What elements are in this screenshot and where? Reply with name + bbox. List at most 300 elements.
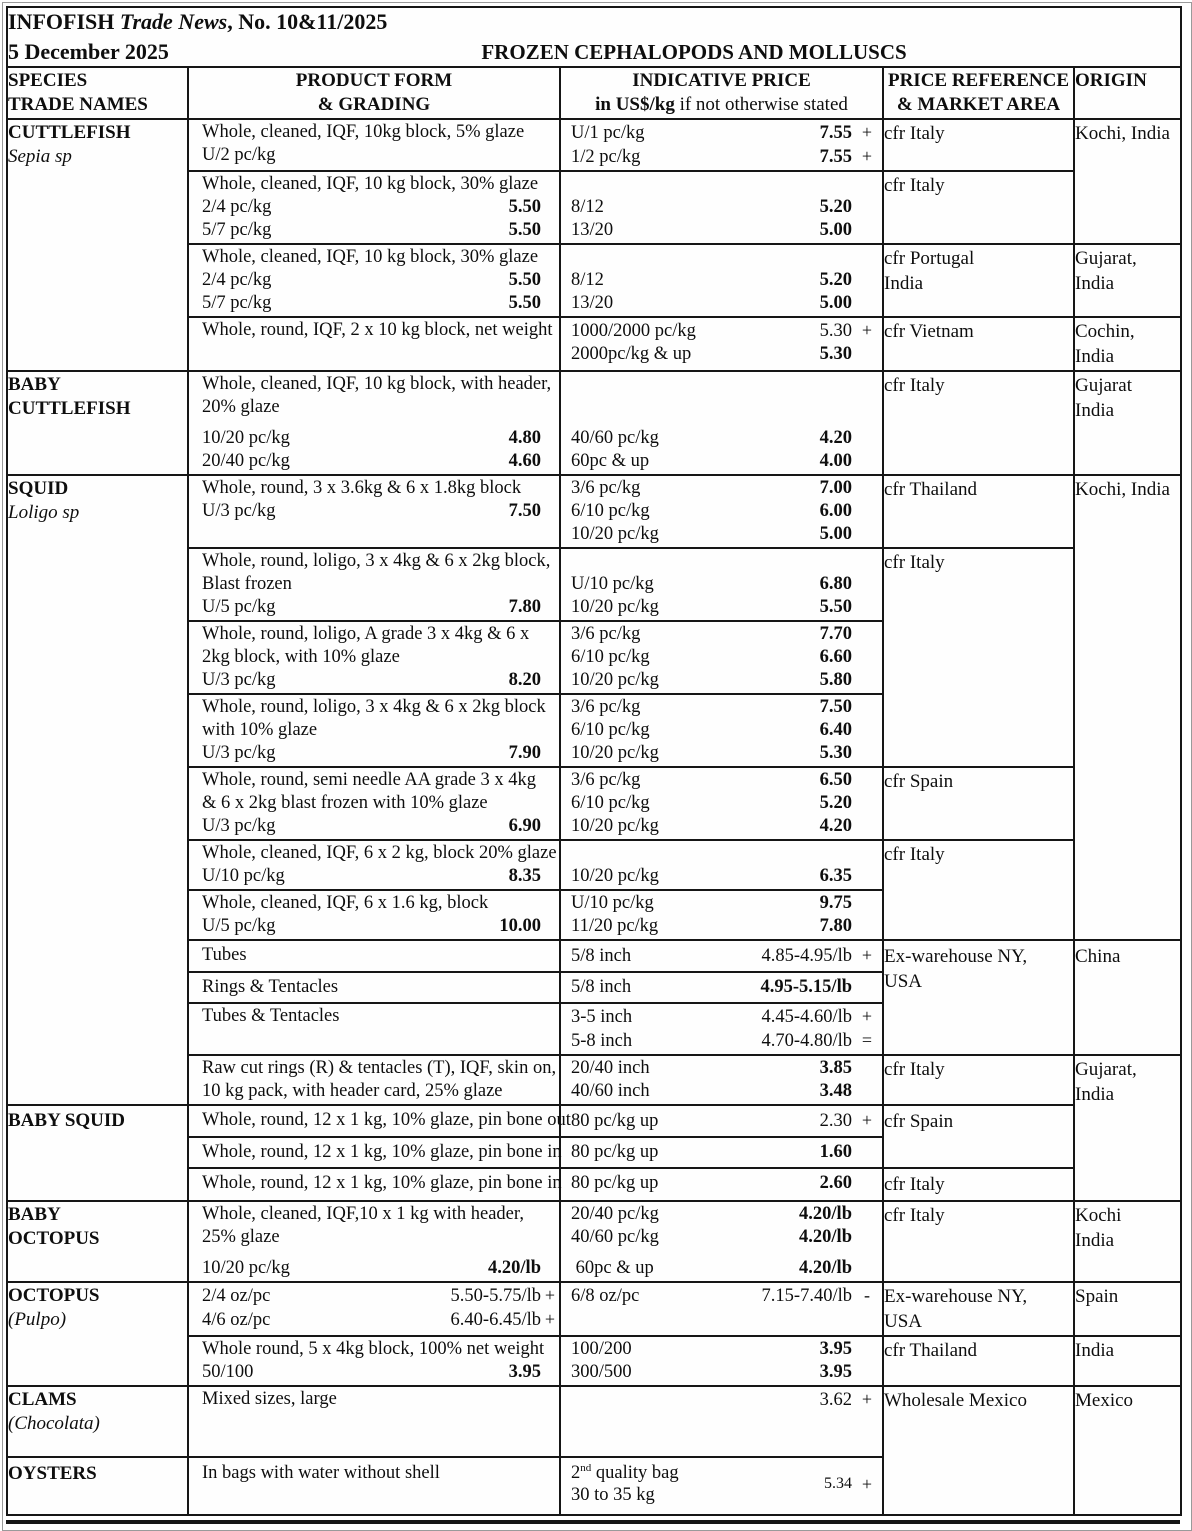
price-line bbox=[561, 477, 882, 500]
species-cell bbox=[7, 119, 188, 371]
indicative-price-cell bbox=[560, 1168, 883, 1201]
price-value: 5.00 bbox=[819, 293, 852, 313]
origin-text: China bbox=[1075, 946, 1121, 967]
species-cell bbox=[7, 1201, 188, 1282]
origin-text: India bbox=[1075, 1084, 1115, 1105]
price-reference-cell bbox=[883, 767, 1074, 840]
species-cell bbox=[7, 1386, 188, 1457]
price-line bbox=[561, 1141, 882, 1164]
species-name: OCTOPUS bbox=[8, 1285, 100, 1306]
size-grade-label: 10/20 pc/kg bbox=[202, 428, 290, 448]
price-value: 5.80 bbox=[819, 670, 852, 690]
size-grade-label: 80 pc/kg up bbox=[571, 1173, 659, 1193]
size-grade-label bbox=[561, 842, 576, 865]
price-value: 5.00 bbox=[819, 524, 852, 544]
size-grade-label: 5/8 inch bbox=[571, 946, 632, 966]
price-line bbox=[561, 976, 882, 999]
size-grade-label: 2/4 pc/kg bbox=[202, 270, 272, 290]
origin-cell bbox=[1074, 940, 1181, 1055]
price-table-body bbox=[7, 119, 1181, 1515]
price-value: 4.20 bbox=[819, 816, 852, 836]
size-grade-label: 60pc & up bbox=[571, 1258, 654, 1278]
origin-text: Spain bbox=[1075, 1286, 1119, 1307]
product-form-cell bbox=[188, 1336, 560, 1386]
price-value: 6.90 bbox=[508, 816, 541, 836]
indicative-price-cell bbox=[560, 475, 883, 548]
product-line bbox=[189, 246, 559, 269]
size-grade-label bbox=[561, 1389, 576, 1412]
size-grade-label: 10/20 pc/kg bbox=[571, 597, 659, 617]
price-line bbox=[561, 865, 882, 888]
indicative-price-cell bbox=[560, 1282, 883, 1336]
price-line bbox=[561, 1109, 882, 1133]
price-value: 7.80 bbox=[508, 597, 541, 617]
price-trend-sign: + bbox=[861, 1473, 873, 1494]
origin-text: Cochin, bbox=[1075, 321, 1135, 342]
species-latin-name: Loligo sp bbox=[8, 502, 80, 523]
size-grade-label: Whole, cleaned, IQF, 10 kg block, 30% glaze bbox=[202, 247, 539, 267]
price-reference-cell bbox=[883, 940, 1074, 1055]
size-grade-label: 2/4 pc/kg bbox=[202, 197, 272, 217]
price-value: 6.40 bbox=[819, 720, 852, 740]
product-form-cell bbox=[188, 1105, 571, 1137]
size-grade-label: 2000pc/kg & up bbox=[571, 344, 692, 364]
product-line bbox=[189, 144, 559, 167]
price-reference-text: cfr Portugal bbox=[884, 248, 975, 269]
price-line bbox=[561, 1388, 882, 1412]
product-form-cell bbox=[188, 767, 560, 840]
product-form-cell bbox=[188, 1137, 560, 1168]
indicative-price-cell bbox=[560, 548, 883, 621]
price-reference-cell bbox=[883, 171, 1074, 244]
size-grade-label: 6/10 pc/kg bbox=[571, 793, 650, 813]
price-value: 6.40-6.45/lb bbox=[450, 1310, 541, 1330]
price-reference-cell bbox=[883, 119, 1074, 171]
price-trend-sign: + bbox=[861, 320, 873, 340]
price-trend-sign: = bbox=[861, 1030, 873, 1050]
price-value: 4.20 bbox=[819, 428, 852, 448]
price-reference-text: India bbox=[884, 273, 924, 294]
price-line bbox=[561, 573, 882, 596]
column-header-product: PRODUCT FORM & GRADING bbox=[188, 67, 560, 119]
price-value: 4.20/lb bbox=[799, 1204, 852, 1224]
price-line bbox=[561, 373, 882, 396]
size-grade-label: U/1 pc/kg bbox=[571, 123, 645, 143]
table-row bbox=[7, 1105, 1181, 1137]
size-grade-label: Raw cut rings (R) & tentacles (T), IQF, skin on, bbox=[202, 1058, 557, 1078]
product-form-cell bbox=[188, 972, 560, 1003]
size-grade-label: Tubes bbox=[202, 945, 247, 965]
size-grade-label: 10/20 pc/kg bbox=[571, 670, 659, 690]
product-line bbox=[189, 196, 559, 219]
species-name: CLAMS bbox=[8, 1389, 77, 1410]
price-value: 6.00 bbox=[819, 501, 852, 521]
product-form-cell bbox=[188, 940, 560, 972]
product-line bbox=[189, 173, 559, 196]
product-line bbox=[189, 450, 559, 473]
product-form-cell bbox=[188, 840, 560, 890]
oyster-grade-line1 bbox=[571, 1462, 679, 1484]
journal-title-suffix: , No. 10&11/2025 bbox=[227, 9, 388, 34]
oyster-grade-ordinal: nd bbox=[580, 1461, 592, 1474]
price-value: 6.50 bbox=[819, 770, 852, 790]
price-reference-text: cfr Spain bbox=[884, 771, 954, 792]
product-line bbox=[189, 742, 559, 765]
price-line bbox=[561, 769, 882, 792]
size-grade-label: 10 kg pack, with header card, 25% glaze bbox=[202, 1081, 503, 1101]
price-value: 5.30 bbox=[819, 344, 852, 364]
product-line bbox=[189, 792, 559, 815]
size-grade-label: U/3 pc/kg bbox=[202, 670, 276, 690]
size-grade-label: 3-5 inch bbox=[571, 1007, 633, 1027]
price-reference-cell bbox=[883, 1105, 1074, 1168]
indicative-price-cell bbox=[560, 621, 883, 694]
size-grade-label: 10/20 pc/kg bbox=[202, 1258, 290, 1278]
product-form-cell bbox=[188, 1282, 560, 1336]
species-cell bbox=[7, 1282, 188, 1386]
price-value: 7.00 bbox=[819, 478, 852, 498]
indicative-price-cell bbox=[560, 1336, 883, 1386]
product-line bbox=[189, 1141, 562, 1164]
price-reference-cell bbox=[883, 548, 1074, 767]
size-grade-label: 20/40 inch bbox=[571, 1058, 650, 1078]
table-row bbox=[7, 1282, 1181, 1336]
size-grade-label: Rings & Tentacles bbox=[202, 977, 339, 997]
price-value: 6.35 bbox=[819, 866, 852, 886]
product-line bbox=[189, 1005, 559, 1028]
price-value: 3.85 bbox=[819, 1058, 852, 1078]
product-line bbox=[189, 1284, 559, 1308]
size-grade-label: Whole, cleaned, IQF,10 x 1 kg with header, bbox=[202, 1204, 524, 1224]
price-value: 7.90 bbox=[508, 743, 541, 763]
size-grade-label: Whole, round, loligo, A grade 3 x 4kg & 6 x bbox=[202, 624, 530, 644]
price-value: 5.00 bbox=[819, 220, 852, 240]
price-value: 3.95 bbox=[508, 1362, 541, 1382]
journal-title-prefix: INFOFISH bbox=[8, 9, 120, 34]
product-line bbox=[189, 477, 559, 500]
product-form-cell bbox=[188, 1055, 560, 1105]
product-line bbox=[189, 915, 559, 938]
product-form-cell bbox=[188, 244, 560, 317]
origin-text: Kochi, India bbox=[1075, 479, 1170, 500]
size-grade-label: Whole, round, 12 x 1 kg, 10% glaze, pin bone in bbox=[202, 1173, 562, 1193]
size-grade-label: Whole, round, loligo, 3 x 4kg & 6 x 2kg block bbox=[202, 697, 546, 717]
price-line bbox=[561, 219, 882, 242]
species-name: BABY bbox=[8, 374, 61, 395]
price-reference-text: cfr Vietnam bbox=[884, 321, 974, 342]
size-grade-label: 80 pc/kg up bbox=[571, 1142, 659, 1162]
price-value: 4.20/lb bbox=[799, 1227, 852, 1247]
size-grade-label bbox=[561, 550, 576, 573]
price-line bbox=[561, 269, 882, 292]
product-form-cell bbox=[188, 1003, 560, 1055]
product-form-cell bbox=[188, 548, 560, 621]
oyster-price bbox=[561, 1462, 882, 1506]
price-value: 4.00 bbox=[819, 451, 852, 471]
size-grade-label: 11/20 pc/kg bbox=[571, 916, 659, 936]
price-trend-sign: + bbox=[861, 1006, 873, 1026]
price-trend-sign: + bbox=[861, 146, 873, 166]
product-form-cell bbox=[188, 694, 560, 767]
size-grade-label: Whole, cleaned, IQF, 10 kg block, with header, bbox=[202, 374, 552, 394]
origin-text: India bbox=[1075, 400, 1115, 421]
size-grade-label: 40/60 inch bbox=[571, 1081, 650, 1101]
price-line bbox=[561, 915, 882, 938]
product-line bbox=[189, 892, 559, 915]
bottom-rule bbox=[6, 1520, 1180, 1524]
origin-text: India bbox=[1075, 1340, 1115, 1361]
species-latin-name: Sepia sp bbox=[8, 146, 72, 167]
price-value: 4.85-4.95/lb bbox=[761, 946, 852, 966]
price-value: 7.55 bbox=[819, 123, 852, 143]
size-grade-label: 2kg block, with 10% glaze bbox=[202, 647, 400, 667]
indicative-price-cell bbox=[560, 972, 883, 1003]
size-grade-label: U/3 pc/kg bbox=[202, 743, 276, 763]
column-header-reference: PRICE REFERENCE & MARKET AREA bbox=[883, 67, 1074, 119]
size-grade-label: Whole round, 5 x 4kg block, 100% net weight bbox=[202, 1339, 545, 1359]
size-grade-label: 40/60 pc/kg bbox=[571, 1227, 659, 1247]
size-grade-label: U/3 pc/kg bbox=[202, 501, 276, 521]
size-grade-label: Whole, round, 12 x 1 kg, 10% glaze, pin bone out bbox=[202, 1110, 571, 1130]
price-line bbox=[561, 246, 882, 269]
price-value: 4.20/lb bbox=[488, 1258, 541, 1278]
size-grade-label: Whole, round, 12 x 1 kg, 10% glaze, pin bone in bbox=[202, 1142, 562, 1162]
size-grade-label: Whole, cleaned, IQF, 6 x 1.6 kg, block bbox=[202, 893, 489, 913]
price-reference-cell bbox=[883, 317, 1074, 371]
price-line bbox=[561, 343, 882, 366]
price-line bbox=[561, 719, 882, 742]
price-value: 5.50 bbox=[508, 197, 541, 217]
size-grade-label: 300/500 bbox=[571, 1362, 632, 1382]
price-trend-sign: + bbox=[861, 1110, 873, 1130]
product-line bbox=[189, 1172, 562, 1195]
product-line bbox=[189, 696, 559, 719]
origin-text: India bbox=[1075, 346, 1115, 367]
price-value: 7.50 bbox=[508, 501, 541, 521]
price-line bbox=[561, 1005, 882, 1029]
price-line bbox=[561, 396, 882, 419]
size-grade-label: U/10 pc/kg bbox=[571, 893, 654, 913]
price-trend-sign: - bbox=[864, 1285, 870, 1305]
origin-text: India bbox=[1075, 1230, 1115, 1251]
origin-text: Gujarat, bbox=[1075, 1059, 1137, 1080]
price-line bbox=[561, 842, 882, 865]
price-line bbox=[561, 1284, 882, 1308]
size-grade-label: & 6 x 2kg blast frozen with 10% glaze bbox=[202, 793, 488, 813]
price-line bbox=[561, 1257, 882, 1280]
price-value: 2.60 bbox=[819, 1173, 852, 1193]
product-line bbox=[189, 550, 559, 573]
price-value: 3.95 bbox=[819, 1362, 852, 1382]
species-cell bbox=[7, 1457, 188, 1515]
price-reference-text: cfr Italy bbox=[884, 844, 945, 865]
price-value: 8.20 bbox=[508, 670, 541, 690]
size-grade-label: U/3 pc/kg bbox=[202, 816, 276, 836]
price-value: 7.55 bbox=[819, 147, 852, 167]
price-value: 5.20 bbox=[819, 793, 852, 813]
price-line bbox=[561, 550, 882, 573]
table-row bbox=[7, 119, 1181, 171]
document-title: FROZEN CEPHALOPODS AND MOLLUSCS bbox=[481, 40, 907, 64]
size-grade-label: 6/10 pc/kg bbox=[571, 647, 650, 667]
size-grade-label: 1000/2000 pc/kg bbox=[571, 321, 696, 341]
origin-cell bbox=[1074, 1201, 1181, 1282]
origin-text: Gujarat bbox=[1075, 375, 1132, 396]
price-value: 1.60 bbox=[819, 1142, 852, 1162]
size-grade-label: Blast frozen bbox=[202, 574, 292, 594]
price-value: 4.60 bbox=[508, 451, 541, 471]
price-reference-text: cfr Italy bbox=[884, 1174, 945, 1195]
product-line bbox=[189, 596, 559, 619]
size-grade-label: In bags with water without shell bbox=[202, 1463, 440, 1483]
indicative-price-cell bbox=[560, 317, 883, 371]
price-reference-cell bbox=[883, 475, 1074, 548]
size-grade-label: 5/7 pc/kg bbox=[202, 220, 272, 240]
price-reference-text: cfr Italy bbox=[884, 123, 945, 144]
price-line bbox=[561, 892, 882, 915]
product-line bbox=[189, 121, 559, 144]
size-grade-label: 20/40 pc/kg bbox=[571, 1204, 659, 1224]
price-line bbox=[561, 173, 882, 196]
table-row bbox=[7, 1201, 1181, 1282]
product-form-cell bbox=[188, 1457, 560, 1515]
price-value: 5.20 bbox=[819, 197, 852, 217]
species-cell bbox=[7, 1105, 188, 1201]
price-value: 5.50 bbox=[508, 220, 541, 240]
size-grade-label: 3/6 pc/kg bbox=[571, 697, 641, 717]
size-grade-label bbox=[561, 373, 576, 396]
size-grade-label: Whole, round, 3 x 3.6kg & 6 x 1.8kg block bbox=[202, 478, 522, 498]
column-header-row bbox=[7, 67, 1181, 119]
product-line bbox=[189, 769, 559, 792]
product-line bbox=[189, 1226, 559, 1249]
size-grade-label: 40/60 pc/kg bbox=[571, 428, 659, 448]
size-grade-label: U/10 pc/kg bbox=[202, 866, 285, 886]
size-grade-label: 100/200 bbox=[571, 1339, 632, 1359]
price-value: 4.45-4.60/lb bbox=[761, 1007, 852, 1027]
product-line bbox=[189, 842, 559, 865]
price-reference-text: cfr Italy bbox=[884, 552, 945, 573]
price-value: 4.70-4.80/lb bbox=[761, 1031, 852, 1051]
size-grade-label: 10/20 pc/kg bbox=[571, 866, 659, 886]
price-line bbox=[561, 1203, 882, 1226]
price-reference-cell bbox=[883, 840, 1074, 940]
price-value: 10.00 bbox=[499, 916, 541, 936]
size-grade-label: 13/20 bbox=[571, 220, 614, 240]
price-line bbox=[561, 292, 882, 315]
size-grade-label: Whole, cleaned, IQF, 10 kg block, 30% glaze bbox=[202, 174, 539, 194]
price-trend-sign: + bbox=[861, 122, 873, 142]
price-value: 3.48 bbox=[819, 1081, 852, 1101]
price-line bbox=[561, 196, 882, 219]
oyster-grade bbox=[561, 1462, 679, 1506]
species-cell bbox=[7, 475, 188, 1105]
price-value: 5.30 bbox=[819, 743, 852, 763]
title-band-row bbox=[7, 7, 1181, 67]
page-frame bbox=[2, 2, 1192, 1531]
price-value: 5.50 bbox=[508, 270, 541, 290]
product-line bbox=[189, 719, 559, 742]
size-grade-label: 4/6 oz/pc bbox=[202, 1310, 271, 1330]
species-name: BABY SQUID bbox=[8, 1110, 126, 1131]
price-value: 5.50-5.75/lb bbox=[450, 1286, 541, 1306]
product-form-cell bbox=[188, 317, 560, 371]
size-grade-label: Whole, round, IQF, 2 x 10 kg block, net weight bbox=[202, 320, 553, 340]
indicative-price-cell bbox=[560, 767, 883, 840]
indicative-price-cell bbox=[560, 1201, 883, 1282]
size-grade-label: Whole, round, semi needle AA grade 3 x 4kg bbox=[202, 770, 536, 790]
price-value: 9.75 bbox=[819, 893, 852, 913]
price-reference-cell bbox=[883, 244, 1074, 317]
product-line bbox=[189, 292, 559, 315]
size-grade-label: 60pc & up bbox=[571, 451, 650, 471]
product-line bbox=[189, 1109, 571, 1132]
indicative-price-cell bbox=[560, 119, 883, 171]
origin-cell bbox=[1074, 475, 1181, 940]
price-value: 4.95-5.15/lb bbox=[760, 977, 852, 997]
price-line bbox=[561, 121, 882, 145]
price-line bbox=[561, 742, 882, 765]
size-grade-label: 2/4 oz/pc bbox=[202, 1286, 271, 1306]
indicative-price-cell bbox=[560, 1386, 883, 1457]
column-header-price: INDICATIVE PRICE in US$/kg if not otherwise stated bbox=[560, 67, 883, 119]
product-form-cell bbox=[188, 1168, 560, 1201]
size-grade-label: 10/20 pc/kg bbox=[571, 743, 659, 763]
size-grade-label bbox=[561, 173, 576, 196]
size-grade-label: 20/40 pc/kg bbox=[202, 451, 290, 471]
indicative-price-cell bbox=[560, 171, 883, 244]
price-value: 5.50 bbox=[819, 597, 852, 617]
species-latin-name: (Pulpo) bbox=[8, 1309, 67, 1330]
size-grade-label: U/5 pc/kg bbox=[202, 597, 276, 617]
price-line bbox=[561, 1338, 882, 1361]
size-grade-label: 6/10 pc/kg bbox=[571, 720, 650, 740]
product-form-cell bbox=[188, 119, 560, 171]
indicative-price-cell bbox=[560, 1137, 883, 1168]
price-value: 7.50 bbox=[819, 697, 852, 717]
product-line bbox=[189, 1080, 559, 1103]
price-reference-text: USA bbox=[884, 1311, 923, 1332]
price-value: 3.62 bbox=[819, 1390, 852, 1410]
origin-text: Mexico bbox=[1075, 1390, 1134, 1411]
price-line bbox=[561, 523, 882, 546]
product-form-cell bbox=[188, 621, 560, 694]
price-line bbox=[561, 944, 882, 968]
size-grade-label: Mixed sizes, large bbox=[202, 1389, 337, 1409]
product-form-cell bbox=[188, 371, 560, 475]
price-reference-text: cfr Thailand bbox=[884, 1340, 978, 1361]
product-line bbox=[189, 500, 559, 523]
price-line bbox=[561, 1057, 882, 1080]
origin-cell bbox=[1074, 1336, 1181, 1386]
size-grade-label: 8/12 bbox=[571, 197, 604, 217]
size-grade-label: 1/2 pc/kg bbox=[571, 147, 641, 167]
product-line bbox=[189, 373, 559, 396]
column-header-origin: ORIGIN bbox=[1074, 67, 1181, 119]
price-reference-text: cfr Italy bbox=[884, 1205, 945, 1226]
size-grade-label: 8/12 bbox=[571, 270, 604, 290]
price-reference-text: Wholesale Mexico bbox=[884, 1390, 1027, 1411]
price-line bbox=[561, 145, 882, 169]
indicative-price-cell bbox=[560, 1457, 883, 1515]
product-line bbox=[189, 623, 559, 646]
price-line bbox=[561, 646, 882, 669]
table-row bbox=[7, 1386, 1181, 1457]
indicative-price-cell bbox=[560, 694, 883, 767]
species-name: CUTTLEFISH bbox=[8, 122, 131, 143]
price-reference-cell bbox=[883, 1282, 1074, 1336]
size-grade-label bbox=[561, 396, 576, 419]
